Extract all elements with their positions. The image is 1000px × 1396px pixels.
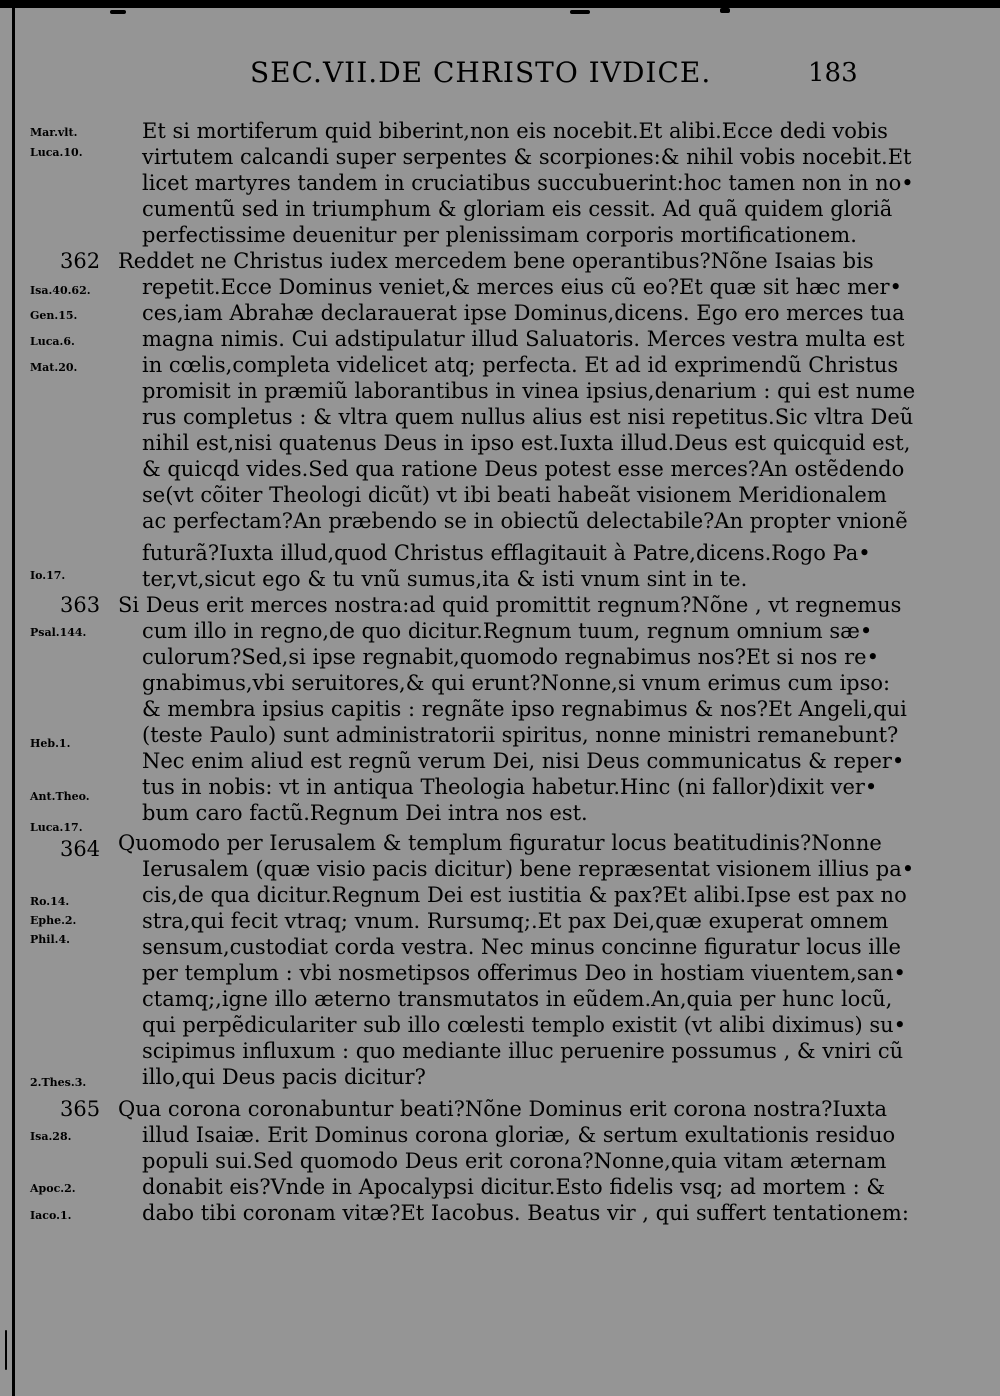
text-line: ac perfectam?An præbendo se in obiectũ delectabile?An propter vnionẽ bbox=[142, 509, 908, 533]
margin-note: Gen.15. bbox=[30, 309, 78, 322]
margin-note: Phil.4. bbox=[30, 933, 70, 946]
ink-speck bbox=[570, 10, 590, 14]
text-line: cum illo in regno,de quo dicitur.Regnum tuum, regnum omnium sæ• bbox=[142, 619, 873, 643]
text-line: qui perpẽdiculariter sub illo cœlesti templo existit (vt alibi diximus) su• bbox=[142, 1013, 907, 1037]
text-line: Quomodo per Ierusalem & templum figuratur locus beatitudinis?Nonne bbox=[118, 831, 882, 855]
text-line: nihil est,nisi quatenus Deus in ipso est.Iuxta illud.Deus est quicquid est, bbox=[142, 431, 911, 455]
ink-speck bbox=[110, 10, 126, 14]
section-number: 363 bbox=[60, 593, 101, 617]
text-line: promisit in præmiũ laborantibus in vinea ipsius,denarium : qui est nume bbox=[142, 379, 916, 403]
margin-note: Psal.144. bbox=[30, 626, 87, 639]
margin-note: Isa.40.62. bbox=[30, 284, 91, 297]
text-line: donabit eis?Vnde in Apocalypsi dicitur.Esto fidelis vsq; ad mortem : & bbox=[142, 1175, 886, 1199]
margin-note: Io.17. bbox=[30, 569, 66, 582]
margin-note: Ant.Theo. bbox=[30, 790, 90, 803]
text-line: & quicqd vides.Sed qua ratione Deus potest esse merces?An ostẽdendo bbox=[142, 457, 905, 481]
ink-speck bbox=[720, 8, 730, 13]
scan-left-edge bbox=[12, 0, 15, 1396]
text-line: in cœlis,completa videlicet atq; perfecta. Et ad id exprimendũ Christus bbox=[142, 353, 899, 377]
text-line: licet martyres tandem in cruciatibus succubuerint:hoc tamen non in no• bbox=[142, 171, 914, 195]
text-line: & membra ipsius capitis : regnãte ipso regnabimus & nos?Et Angeli,qui bbox=[142, 697, 907, 721]
section-number: 364 bbox=[60, 837, 101, 861]
text-line: ces,iam Abrahæ declarauerat ipse Dominus,dicens. Ego ero merces tua bbox=[142, 301, 905, 325]
text-line: ctamq;,igne illo æterno transmutatos in eũdem.An,quia per hunc locũ, bbox=[142, 987, 893, 1011]
text-line: futurã?Iuxta illud,quod Christus efflagitauit à Patre,dicens.Rogo Pa• bbox=[142, 541, 871, 565]
margin-note: Apoc.2. bbox=[30, 1182, 76, 1195]
margin-note: Isa.28. bbox=[30, 1130, 72, 1143]
margin-note: Luca.17. bbox=[30, 821, 83, 834]
ink-speck bbox=[5, 1330, 7, 1370]
text-line: scipimus influxum : quo mediante illuc peruenire possumus , & vniri cũ bbox=[142, 1039, 904, 1063]
text-line: tus in nobis: vt in antiqua Theologia habetur.Hinc (ni fallor)dixit ver• bbox=[142, 775, 878, 799]
text-line: se(vt cõiter Theologi dicũt) vt ibi beati habeãt visionem Meridionalem bbox=[142, 483, 887, 507]
running-head: SEC.VII.DE CHRISTO IVDICE. bbox=[250, 56, 712, 89]
text-line: Reddet ne Christus iudex mercedem bene operantibus?Nõne Isaias bis bbox=[118, 249, 874, 273]
margin-note: Mat.20. bbox=[30, 361, 78, 374]
section-number: 365 bbox=[60, 1097, 101, 1121]
text-line: dabo tibi coronam vitæ?Et Iacobus. Beatus vir , qui suffert tentationem: bbox=[142, 1201, 909, 1225]
text-line: Qua corona coronabuntur beati?Nõne Dominus erit corona nostra?Iuxta bbox=[118, 1097, 888, 1121]
page-number: 183 bbox=[808, 58, 858, 88]
text-line: ter,vt,sicut ego & tu vnũ sumus,ita & isti vnum sint in te. bbox=[142, 567, 748, 591]
margin-note: Iaco.1. bbox=[30, 1209, 72, 1222]
margin-note: Luca.10. bbox=[30, 146, 83, 159]
text-line: perfectissime deuenitur per plenissimam corporis mortificationem. bbox=[142, 223, 857, 247]
text-line: Nec enim aliud est regnũ verum Dei, nisi Deus communicatus & reper• bbox=[142, 749, 905, 773]
margin-note: Ro.14. bbox=[30, 895, 70, 908]
text-line: populi sui.Sed quomodo Deus erit corona?Nonne,quia vitam æternam bbox=[142, 1149, 887, 1173]
margin-note: 2.Thes.3. bbox=[30, 1076, 87, 1089]
margin-note: Luca.6. bbox=[30, 335, 75, 348]
section-number: 362 bbox=[60, 249, 101, 273]
text-line: Si Deus erit merces nostra:ad quid promittit regnum?Nõne , vt regnemus bbox=[118, 593, 902, 617]
margin-note: Mar.vlt. bbox=[30, 126, 78, 139]
text-line: magna nimis. Cui adstipulatur illud Saluatoris. Merces vestra multa est bbox=[142, 327, 905, 351]
text-line: virtutem calcandi super serpentes & scorpiones:& nihil vobis nocebit.Et bbox=[142, 145, 912, 169]
scan-top-edge bbox=[0, 0, 1000, 8]
text-line: cis,de qua dicitur.Regnum Dei est iustitia & pax?Et alibi.Ipse est pax no bbox=[142, 883, 907, 907]
text-line: rus completus : & vltra quem nullus alius est nisi repetitus.Sic vltra Deũ bbox=[142, 405, 914, 429]
text-line: stra,qui fecit vtraq; vnum. Rursumq;.Et pax Dei,quæ exuperat omnem bbox=[142, 909, 889, 933]
text-line: Et si mortiferum quid biberint,non eis nocebit.Et alibi.Ecce dedi vobis bbox=[142, 119, 888, 143]
text-line: sensum,custodiat corda vestra. Nec minus concinne figuratur locus ille bbox=[142, 935, 901, 959]
margin-note: Heb.1. bbox=[30, 737, 71, 750]
text-line: (teste Paulo) sunt administratorii spiritus, nonne ministri remanebunt? bbox=[142, 723, 899, 747]
text-line: cumentũ sed in triumphum & gloriam eis cessit. Ad quã quidem gloriã bbox=[142, 197, 893, 221]
text-line: illo,qui Deus pacis dicitur? bbox=[142, 1065, 426, 1089]
text-line: illud Isaiæ. Erit Dominus corona gloriæ, & sertum exultationis residuo bbox=[142, 1123, 896, 1147]
text-line: culorum?Sed,si ipse regnabit,quomodo regnabimus nos?Et si nos re• bbox=[142, 645, 879, 669]
margin-note: Ephe.2. bbox=[30, 914, 77, 927]
text-line: per templum : vbi nosmetipsos offerimus Deo in hostiam viuentem,san• bbox=[142, 961, 906, 985]
text-line: Ierusalem (quæ visio pacis dicitur) bene repræsentat visionem illius pa• bbox=[142, 857, 915, 881]
text-line: gnabimus,vbi seruitores,& qui erunt?Nonne,si vnum erimus cum ipso: bbox=[142, 671, 891, 695]
text-line: repetit.Ecce Dominus veniet,& merces eius cũ eo?Et quæ sit hæc mer• bbox=[142, 275, 902, 299]
text-line: bum caro factũ.Regnum Dei intra nos est. bbox=[142, 801, 588, 825]
